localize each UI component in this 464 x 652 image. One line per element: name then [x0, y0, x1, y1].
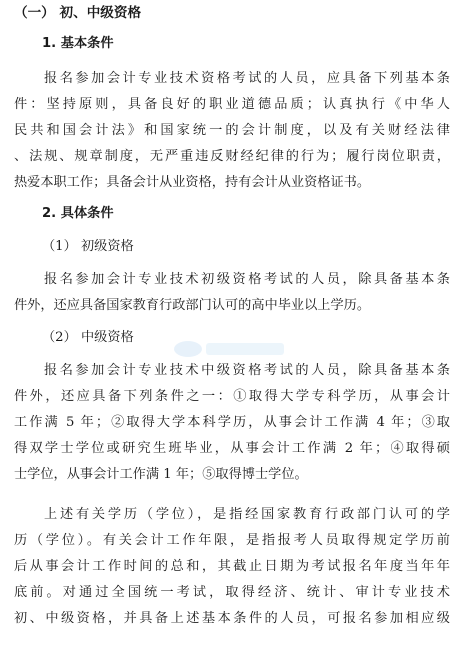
basic-conditions-heading: 1. 基本条件: [42, 36, 114, 51]
junior-qualification-heading: （1） 初级资格: [42, 239, 134, 254]
note-line: 后从事会计工作时间的总和，其截止日期为考试报名年度当年年: [14, 559, 450, 574]
intermediate-qualification-line: 工作满 5 年；②取得大学本科学历，从事会计工作满 4 年；③取: [14, 415, 450, 430]
intermediate-qualification-heading: （2） 中级资格: [42, 330, 134, 345]
intermediate-qualification-line: 士学位，从事会计工作满 1 年；⑤取得博士学位。: [14, 467, 308, 482]
note-line: 初、中级资格，并具备上述基本条件的人员，可报名参加相应级: [14, 611, 450, 626]
note-line: 上述有关学历（学位），是指经国家教育行政部门认可的学: [44, 507, 450, 522]
intermediate-qualification-line: 件外，还应具备下列条件之一：①取得大学专科学历，从事会计: [14, 389, 450, 404]
intermediate-qualification-line: 报名参加会计专业技术中级资格考试的人员，除具备基本条: [44, 363, 450, 378]
junior-qualification-line: 报名参加会计专业技术初级资格考试的人员，除具备基本条: [44, 272, 450, 287]
intermediate-qualification-line: 得双学士学位或研究生班毕业，从事会计工作满 2 年；④取得硕: [14, 441, 450, 456]
basic-conditions-line: 民共和国会计法》和国家统一的会计制度，以及有关财经法律: [14, 123, 450, 138]
basic-conditions-line: 热爱本职工作；具备会计从业资格，持有会计从业资格证书。: [14, 175, 371, 190]
note-line: 历（学位）。有关会计工作年限，是指报考人员取得规定学历前: [14, 533, 450, 548]
basic-conditions-line: 、法规、规章制度，无严重违反财经纪律的行为；履行岗位职责，: [14, 149, 450, 164]
junior-qualification-line: 件外，还应具备国家教育行政部门认可的高中毕业以上学历。: [14, 298, 371, 313]
basic-conditions-line: 报名参加会计专业技术资格考试的人员，应具备下列基本条: [44, 71, 450, 86]
basic-conditions-line: 件：坚持原则，具备良好的职业道德品质；认真执行《中华人: [14, 97, 450, 112]
section-title: （一） 初、中级资格: [14, 5, 142, 21]
note-line: 底前。对通过全国统一考试，取得经济、统计、审计专业技术: [14, 585, 450, 600]
specific-conditions-heading: 2. 具体条件: [42, 206, 114, 221]
